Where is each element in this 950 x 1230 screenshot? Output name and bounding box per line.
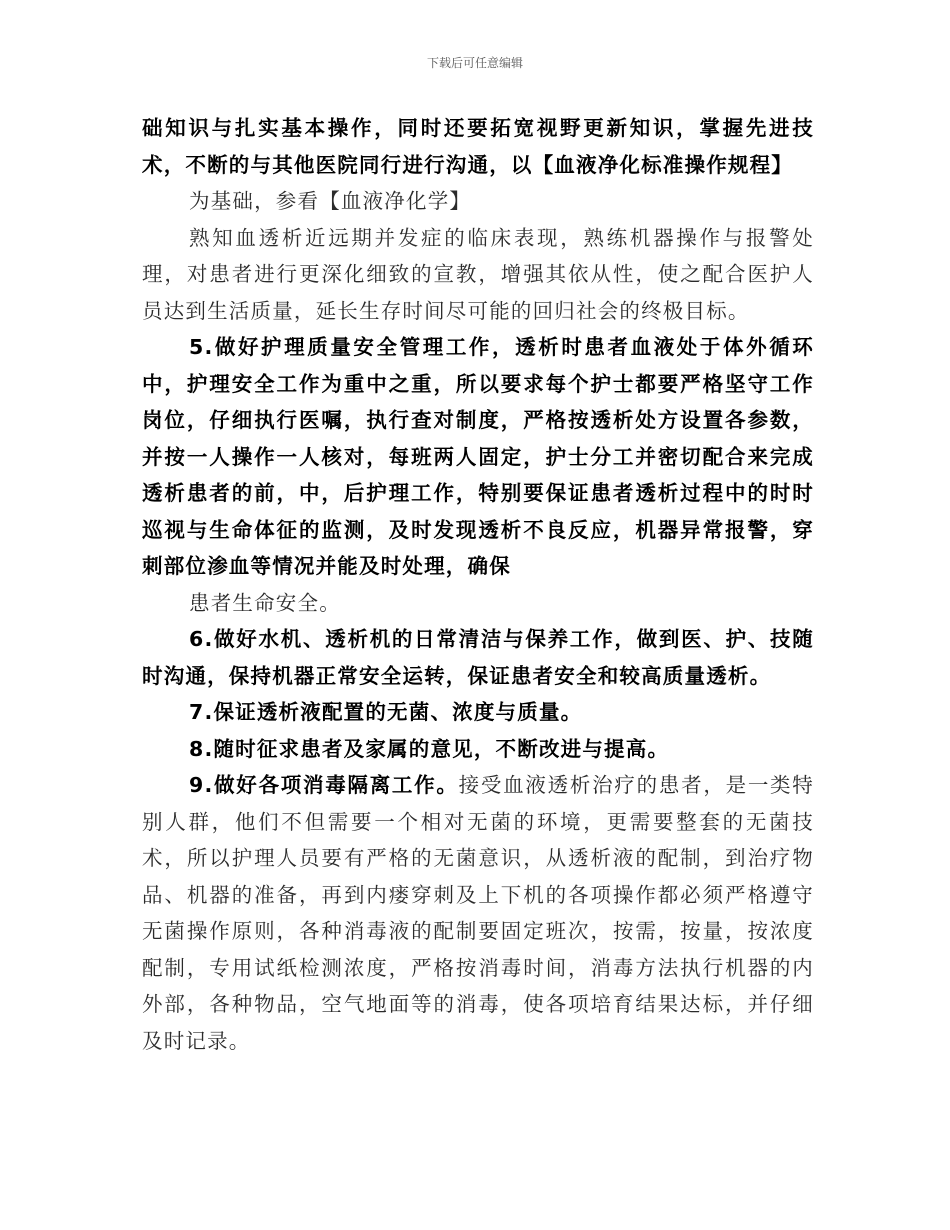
paragraph-item-5-continued: 患者生命安全。 bbox=[189, 590, 341, 615]
paragraph-item-5: 5.做好护理质量安全管理工作，透析时患者血液处于体外循环中，护理安全工作为重中之重，所以要求每个护士都要严格坚守工作岗位，仔细执行医嘱，执行查对制度，严格按透析处方设置各参数，并按一人操作一人核对，每班两人固定，护士分工并密切配合来完成透析患者的前，中，后护理工作，特别要保证患者透析过程中的时时巡视与生命体征的监测，及时发现透析不良反应，机器异常报警，穿刺部位渗血等情况并能及时处理，确保 bbox=[142, 335, 814, 578]
paragraph-reference: 为基础，参看【血液净化学】 bbox=[189, 189, 472, 213]
paragraph-knowledge-continued: 础知识与扎实基本操作，同时还要拓宽视野更新知识，掌握先进技术，不断的与其他医院同行进行沟通，以【血液净化标准操作规程】 bbox=[142, 116, 814, 177]
paragraph-item-9-heading: 9.做好各项消毒隔离工作。 bbox=[189, 773, 459, 797]
paragraph-complications: 熟知血透析近远期并发症的临床表现，熟练机器操作与报警处理，对患者进行更深化细致的宣教，增强其依从性，使之配合医护人员达到生活质量，延长生存时间尽可能的回归社会的终极目标。 bbox=[142, 225, 814, 323]
paragraph-item-8: 8.随时征求患者及家属的意见，不断改进与提高。 bbox=[189, 736, 670, 761]
paragraph-item-9 bbox=[142, 767, 814, 1059]
paragraph-item-9-body: 接受血液透析治疗的患者，是一类特别人群，他们不但需要一个相对无菌的环境，更需要整套的无菌技术，所以护理人员要有严格的无菌意识，从透析液的配制，到治疗物品、机器的准备，再到内瘘穿刺及上下机的各项操作都必须严格遵守无菌操作原则，各种消毒液的配制要固定班次，按需，按量，按浓度配制，专用试纸检测浓度，严格按消毒时间，消毒方法执行机器的内外部，各种物品，空气地面等的消毒，使各项培育结果达标，并仔细及时记录。 bbox=[142, 773, 815, 1053]
page-header: 下载后可任意编辑 bbox=[426, 56, 523, 70]
paragraph-item-6: 6.做好水机、透析机的日常清洁与保养工作，做到医、护、技随时沟通，保持机器正常安全运转，保证患者安全和较高质量透析。 bbox=[142, 627, 814, 688]
document-body bbox=[142, 110, 814, 1059]
paragraph-item-7: 7.保证透析液配置的无菌、浓度与质量。 bbox=[189, 700, 583, 724]
